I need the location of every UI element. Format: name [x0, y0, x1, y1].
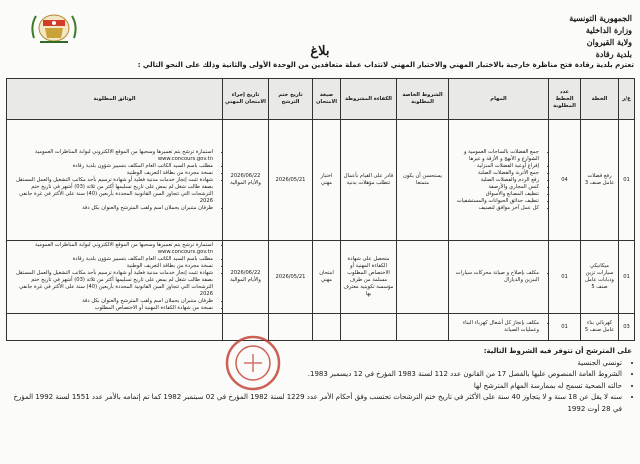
cell-special: [397, 314, 449, 341]
cell-plan: رفع فضلات عامل صنف 3: [581, 120, 619, 241]
cell-exam-date: 2026/06/22 والأيام الموالية: [223, 120, 269, 241]
doc-item: • استمارة ترشح يتم تعميرها وسحبها من الموقع الالكتروني لبوابة المناظرات العمومية www.concours.gov.tn: [9, 242, 213, 256]
col-header-competence: الكفاءة المشروطة: [341, 79, 397, 120]
col-header-docs: الوثائق المطلوبة: [7, 79, 223, 120]
col-header-deadline: تاريخ ختم الترشح: [269, 79, 313, 120]
cell-special: [397, 241, 449, 314]
header-line: بلدية رقادة: [595, 49, 632, 59]
col-header-tasks: المهام: [449, 79, 549, 120]
doc-item: • نسخة مجردة من بطاقة التعريف الوطنية: [9, 263, 213, 270]
doc-item: • نسخة من شهادة الكفاءة المهنية أو الاختصاص المطلوب: [9, 305, 213, 312]
col-header-count: عدد الخطط المطلوبة: [549, 79, 581, 120]
cell-tasks: [449, 120, 549, 241]
col-header-num: ع/ر: [619, 79, 635, 120]
doc-item: • مطلب باسم السيد الكاتب العام المكلف بتسيير شؤون بلدية رقادة: [9, 256, 213, 263]
cell-exam-type: اختبار مهني: [313, 120, 341, 241]
col-header-exam-date: تاريخ إجراء الامتحان المهني: [223, 79, 269, 120]
cell-competence: [341, 314, 397, 341]
table-header-row: [7, 79, 635, 120]
col-header-special: الشروط الخاصة المطلوبة: [397, 79, 449, 120]
conditions-lead: على المترشح أن تتوفر فيه الشروط التالية:: [483, 347, 632, 355]
header-line: وزارة الداخلية: [585, 25, 632, 35]
table-row: [7, 120, 635, 241]
task-item: • مكلف بإصلاح و صيانة محركات سيارات البنزين والديازال: [451, 270, 539, 284]
cell-docs: [7, 120, 223, 241]
doc-item: • ظرفان متنبران يحملان اسم ولقب المترشح والعنوان بكل دقة: [9, 205, 213, 212]
conditions-section: [10, 346, 632, 415]
cell-tasks: [449, 314, 549, 341]
task-item: • جمع الفضلات بالساحات العمومية و الشوارع و الأنهج و الأزقة و غيرها: [451, 149, 539, 163]
cell-deadline: 2026/05/21: [269, 120, 313, 241]
table-row: [7, 314, 635, 341]
col-header-plan: الخطة: [581, 79, 619, 120]
cell-count: 04: [549, 120, 581, 241]
task-item: • كنس المجاري والأرصفة: [451, 184, 539, 191]
cell-special: يستحسن أن يكون متمتعا: [397, 120, 449, 241]
cell-exam-date: 2026/06/22 والأيام الموالية: [223, 241, 269, 314]
condition-item: • تونسي الجنسية: [10, 358, 622, 370]
cell-docs: [7, 314, 223, 341]
header-line: الجمهورية التونسية: [569, 13, 632, 23]
cell-exam-type: [313, 314, 341, 341]
condition-item: • حالته الصحية تسمح له بممارسة المهام المترشح لها: [10, 381, 622, 393]
doc-item: • شهادة تثبت إنجاز خدمات مدنية فعلية أو شهادة ترسيم بأحد مكاتب التشغيل والعمل المستقل بصفة طالب شغل لم يمض على تاريخ تسليمها أكثر من ثلاثة (03) أشهر في تاريخ ختم الترشحات التي تتجاوز السن القانونية المحددة بأربعين (40) سنة على الأكثر في غرة جانفي 2026: [9, 270, 213, 298]
task-item: • تنظيف حدائق الحيوانات والمستشفيات: [451, 198, 539, 205]
cell-num: 01: [619, 241, 635, 314]
doc-item: • استمارة ترشح يتم تعميرها وسحبها من الموقع الالكتروني لبوابة المناظرات العمومية www.concours.gov.tn: [9, 149, 213, 163]
table-row: [7, 241, 635, 314]
page-title: بلاغ: [310, 44, 330, 59]
doc-item: • مطلب باسم السيد الكاتب العام المكلف بتسيير شؤون بلدية رقادة: [9, 163, 213, 170]
task-item: • مكلف بإنجاز كل أشغال كهرباء البناء وعمليات الصيانة: [451, 320, 539, 334]
cell-plan: كهربائي بناء عامل صنف 5: [581, 314, 619, 341]
task-item: • تنظيف المصانع والأسواق: [451, 191, 539, 198]
cell-num: 03: [619, 314, 635, 341]
cell-num: 01: [619, 120, 635, 241]
coat-of-arms-logo: [28, 8, 80, 48]
task-item: • رفع الردم والفضلات الصلبة: [451, 177, 539, 184]
cell-exam-type: امتحان مهني: [313, 241, 341, 314]
task-item: • كل عمل آخر موافق لتصنيف: [451, 205, 539, 212]
doc-item: • نسخة مجردة من بطاقة التعريف الوطنية: [9, 170, 213, 177]
condition-item: • الشروط العامة المنصوص عليها بالفصل 17 من القانون عدد 112 لسنة 1983 المؤرخ في 12 ديسمبر 1983.: [10, 369, 622, 381]
cell-deadline: 2026/05/21: [269, 241, 313, 314]
positions-table: [6, 78, 635, 341]
cell-competence: متحصل على شهادة الكفاءة المهنية أو الاختصاص المطلوب مسلمة من طرف مؤسسة تكوينية معترف بها: [341, 241, 397, 314]
condition-item: • سنه لا يقل عن 18 سنة و لا يتجاوز 40 سنة على الأكثر في تاريخ ختم الترشحات تحتسب وفق أحكام الأمر عدد 1229 لسنة 1982 المؤرخ في 02 سبتمبر 1982 كما تم إتمامه بالأمر عدد 1551 لسنة 1992 المؤرخ في 28 أوت 1992: [10, 392, 622, 415]
doc-item: • ظرفان متنبران يحملان اسم ولقب المترشح والعنوان بكل دقة: [9, 298, 213, 305]
task-item: • جمع الأتربة والفضلات الصلبة: [451, 170, 539, 177]
cell-count: 01: [549, 241, 581, 314]
cell-tasks: [449, 241, 549, 314]
task-item: • إفراغ أوعية الفضلات المنزلية: [451, 163, 539, 170]
col-header-exam-type: صيغة الامتحان: [313, 79, 341, 120]
header-line: ولاية القيروان: [586, 37, 632, 47]
cell-competence: قادر على القيام بأعمال تتطلب مؤهلات بدنية: [341, 120, 397, 241]
cell-count: 01: [549, 314, 581, 341]
intro-text: تعتزم بلدية رقادة فتح مناظرة خارجية بالاختبار المهني والاختبار المهني لانتداب عملة متعاقدين من الوحدة الأولى والثانية وذلك على النحو التالي :: [137, 61, 634, 69]
cell-docs: [7, 241, 223, 314]
doc-item: • شهادة تثبت إنجاز خدمات مدنية فعلية أو شهادة ترسيم بأحد مكاتب التشغيل والعمل المستقل بصفة طالب شغل لم يمض على تاريخ تسليمها أكثر من ثلاثة (03) أشهر في تاريخ ختم الترشحات التي تتجاوز السن القانونية المحددة بأربعين (40) سنة على الأكثر في غرة جانفي 2026: [9, 177, 213, 205]
cell-plan: ميكانيكي سيارات تزين ودبابات عامل صنف 5: [581, 241, 619, 314]
